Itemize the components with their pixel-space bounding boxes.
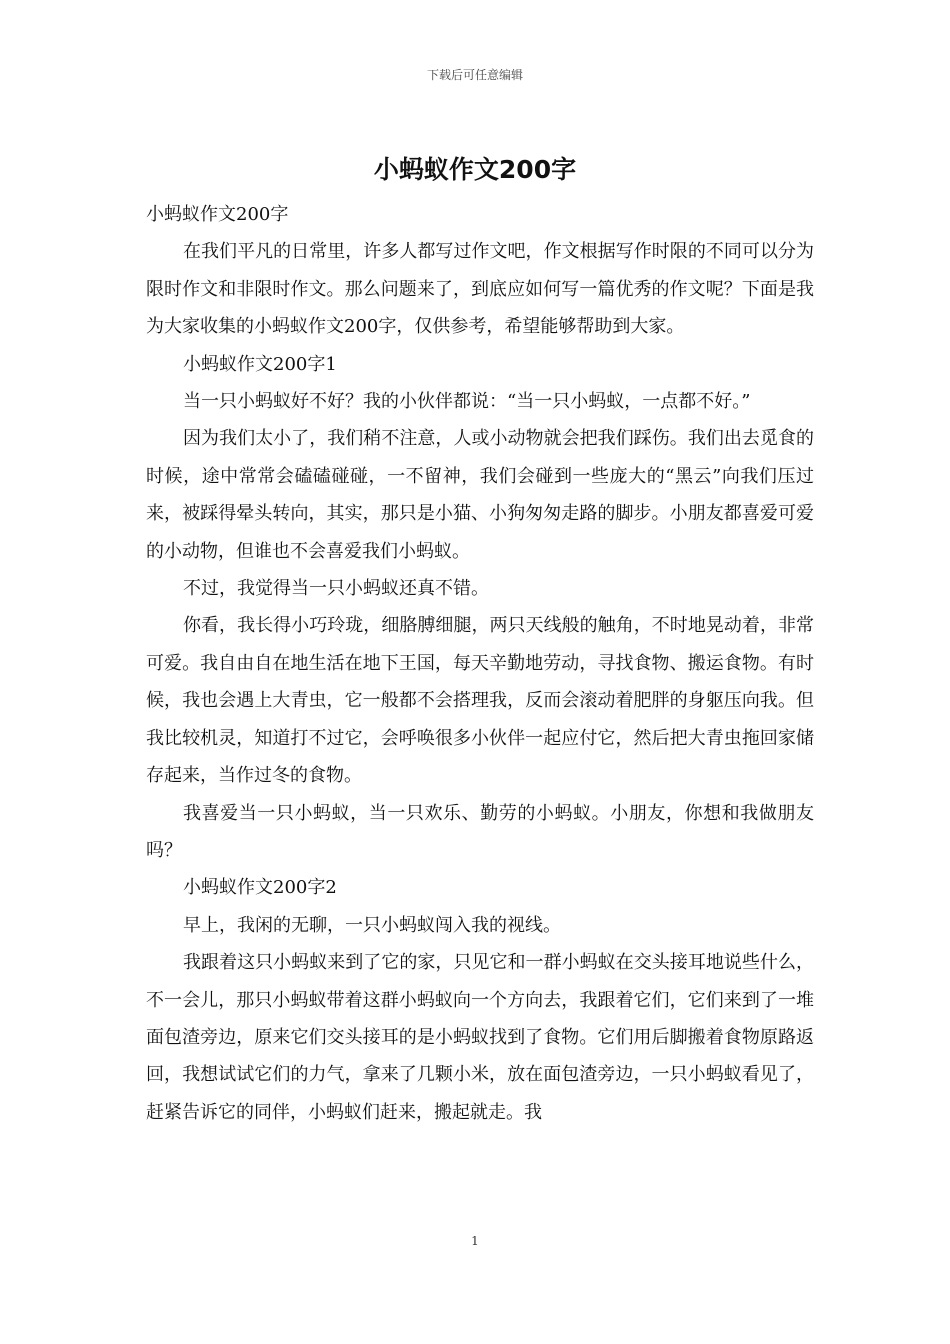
body-paragraph: 不过，我觉得当一只小蚂蚁还真不错。 [183,578,489,600]
intro-paragraph: 在我们平凡的日常里，许多人都写过作文吧，作文根据写作时限的不同可以分为限时作文和非限时作文。那么问题来了，到底应如何写一篇优秀的作文呢？下面是我为大家收集的小蚂蚁作文200字，仅供参考，希望能够帮助到大家。 [146,241,814,338]
body-paragraph: 我喜爱当一只小蚂蚁，当一只欢乐、勤劳的小蚂蚁。小朋友，你想和我做朋友吗？ [146,802,814,861]
body-paragraph: 早上，我闲的无聊，一只小蚂蚁闯入我的视线。 [183,914,561,936]
section-heading-2: 小蚂蚁作文200字2 [183,877,337,899]
body-paragraph: 当一只小蚂蚁好不好？我的小伙伴都说：“当一只小蚂蚁，一点都不好。” [183,391,751,413]
document-body [146,196,814,1131]
document-title: 小蚂蚁作文200字 [373,155,577,184]
page-header: 下载后可任意编辑 [426,68,523,82]
page-number: 1 [471,1234,479,1248]
body-paragraph: 你看，我长得小巧玲珑，细胳膊细腿，两只天线般的触角，不时地晃动着，非常可爱。我自由自在地生活在地下王国，每天辛勤地劳动，寻找食物、搬运食物。有时候，我也会遇上大青虫，它一般都不会搭理我，反而会滚动着肥胖的身躯压向我。但我比较机灵，知道打不过它，会呼唤很多小伙伴一起应付它，然后把大青虫拖回家储存起来，当作过冬的食物。 [146,615,814,787]
body-paragraph: 因为我们太小了，我们稍不注意，人或小动物就会把我们踩伤。我们出去觅食的时候，途中常常会磕磕碰碰，一不留神，我们会碰到一些庞大的“黑云”向我们压过来，被踩得晕头转向，其实，那只是小猫、小狗匆匆走路的脚步。小朋友都喜爱可爱的小动物，但谁也不会喜爱我们小蚂蚁。 [146,428,814,562]
section-heading-1: 小蚂蚁作文200字1 [183,353,337,375]
subtitle-paragraph: 小蚂蚁作文200字 [146,204,289,225]
body-paragraph: 我跟着这只小蚂蚁来到了它的家，只见它和一群小蚂蚁在交头接耳地说些什么，不一会儿，那只小蚂蚁带着这群小蚂蚁向一个方向去，我跟着它们，它们来到了一堆面包渣旁边，原来它们交头接耳的是小蚂蚁找到了食物。它们用后脚搬着食物原路返回，我想试试它们的力气，拿来了几颗小米，放在面包渣旁边，一只小蚂蚁看见了，赶紧告诉它的同伴，小蚂蚁们赶来，搬起就走。我 [146,952,814,1123]
